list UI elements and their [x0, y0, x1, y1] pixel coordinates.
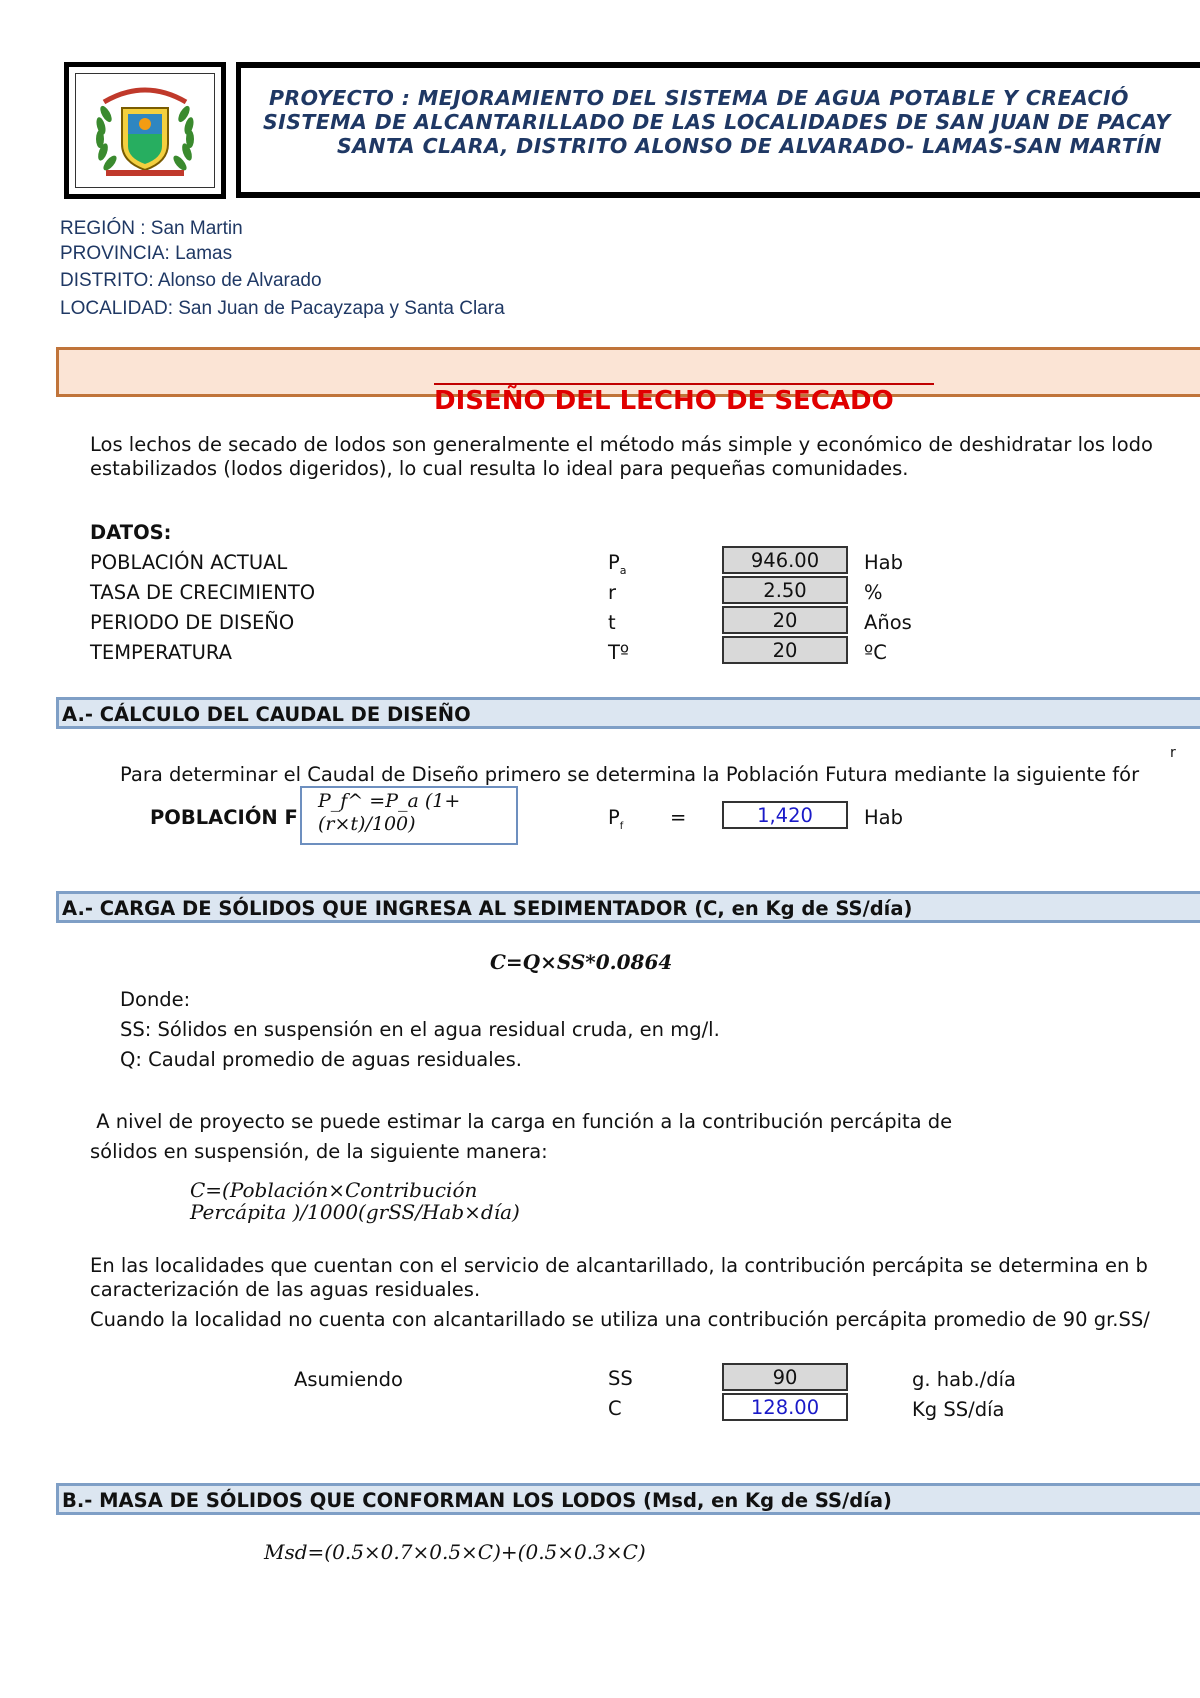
- localidad-label: LOCALIDAD: San Juan de Pacayzapa y Santa Clara: [60, 298, 505, 319]
- datos-value-periodo[interactable]: 20: [722, 606, 848, 634]
- datos-value-temperatura[interactable]: 20: [722, 636, 848, 664]
- datos-unit-tasa: %: [864, 581, 883, 604]
- datos-unit-temperatura: ºC: [864, 641, 887, 664]
- datos-value-tasa[interactable]: 2.50: [722, 576, 848, 604]
- pf-formula-line-1: P_f^ =P_a (1+: [318, 790, 461, 812]
- page-title: DISEÑO DEL LECHO DE SECADO: [434, 383, 934, 416]
- project-title-box: [236, 62, 1200, 198]
- project-title-line-2: SISTEMA DE ALCANTARILLADO DE LAS LOCALIDADES DE SAN JUAN DE PACAY: [263, 110, 1171, 134]
- poblacion-futura-formula: [300, 786, 518, 845]
- pf-formula-line-2: (r×t)/100): [318, 813, 416, 835]
- donde-label: Donde:: [120, 988, 191, 1011]
- datos-label-tasa: TASA DE CRECIMIENTO: [90, 581, 316, 604]
- section-header-masa: [56, 1483, 1200, 1515]
- carga-formula: C=Q×SS*0.0864: [490, 950, 673, 974]
- carga-formula2-line-1: C=(Población×Contribución: [190, 1178, 478, 1202]
- carga-formula2-line-2: Percápita )/1000(grSS/Hab×día): [190, 1200, 520, 1224]
- section-title-masa: B.- MASA DE SÓLIDOS QUE CONFORMAN LOS LODOS (Msd, en Kg de SS/día): [62, 1489, 892, 1512]
- ss-definition: SS: Sólidos en suspensión en el agua residual cruda, en mg/l.: [120, 1018, 720, 1041]
- logo-frame: [64, 62, 226, 199]
- c-value[interactable]: 128.00: [722, 1393, 848, 1421]
- pf-symbol: $P_f$: [608, 806, 624, 832]
- distrito-label: DISTRITO: Alonso de Alvarado: [60, 270, 322, 291]
- datos-symbol-pa: $P_a$: [608, 551, 627, 577]
- ss-symbol: SS: [608, 1367, 633, 1390]
- project-title-line-1: PROYECTO : MEJORAMIENTO DEL SISTEMA DE AGUA POTABLE Y CREACIÓ: [269, 86, 1129, 110]
- municipal-seal-logo: [75, 73, 215, 188]
- section-title-carga: A.- CARGA DE SÓLIDOS QUE INGRESA AL SEDIMENTADOR (C, en Kg de SS/día): [62, 897, 913, 920]
- carga-para2-line-2: caracterización de las aguas residuales.: [90, 1278, 481, 1301]
- datos-label-periodo: PERIODO DE DISEÑO: [90, 611, 295, 634]
- section-title-caudal: A.- CÁLCULO DEL CAUDAL DE DISEÑO: [62, 703, 471, 726]
- poblacion-futura-label: POBLACIÓN F: [150, 806, 298, 829]
- intro-line-1: Los lechos de secado de lodos son generalmente el método más simple y económico de deshidratar los lodo: [90, 433, 1153, 456]
- pf-equals: =: [670, 806, 687, 829]
- datos-unit-periodo: Años: [864, 611, 912, 634]
- section-header-caudal: [56, 697, 1200, 729]
- datos-symbol-t: t: [608, 611, 616, 634]
- c-unit: Kg SS/día: [912, 1398, 1005, 1421]
- section-header-carga: [56, 891, 1200, 923]
- provincia-label: PROVINCIA: Lamas: [60, 243, 233, 264]
- ss-unit: g. hab./día: [912, 1368, 1016, 1391]
- datos-label-poblacion: POBLACIÓN ACTUAL: [90, 551, 288, 574]
- asumiendo-label: Asumiendo: [294, 1368, 403, 1391]
- c-symbol: C: [608, 1397, 622, 1420]
- datos-value-poblacion[interactable]: 946.00: [722, 546, 848, 574]
- pf-value[interactable]: 1,420: [722, 801, 848, 829]
- carga-para1-line-1: A nivel de proyecto se puede estimar la carga en función a la contribución percápita de: [90, 1110, 953, 1133]
- carga-para1-line-2: sólidos en suspensión, de la siguiente manera:: [90, 1140, 548, 1163]
- datos-heading: DATOS:: [90, 521, 172, 544]
- carga-para2-line-1: En las localidades que cuentan con el servicio de alcantarillado, la contribución percápita se determina en b: [90, 1254, 1148, 1277]
- clipped-edge-char: r: [1170, 745, 1176, 761]
- region-label: REGIÓN : San Martin: [60, 218, 243, 239]
- datos-symbol-r: r: [608, 581, 617, 604]
- datos-label-temperatura: TEMPERATURA: [90, 641, 233, 664]
- datos-symbol-temp: Tº: [608, 641, 630, 664]
- q-definition: Q: Caudal promedio de aguas residuales.: [120, 1048, 522, 1071]
- pf-unit: Hab: [864, 806, 903, 829]
- project-title-line-3: SANTA CLARA, DISTRITO ALONSO DE ALVARADO- LAMAS-SAN MARTÍN: [337, 134, 1162, 158]
- msd-formula: Msd=(0.5×0.7×0.5×C)+(0.5×0.3×C): [264, 1540, 646, 1564]
- ss-value[interactable]: 90: [722, 1363, 848, 1391]
- caudal-intro-text: Para determinar el Caudal de Diseño primero se determina la Población Futura mediante la siguiente fór: [120, 763, 1140, 786]
- carga-para2-line-3: Cuando la localidad no cuenta con alcantarillado se utiliza una contribución percápita promedio de 90 gr.SS/: [90, 1308, 1150, 1331]
- datos-unit-poblacion: Hab: [864, 551, 903, 574]
- intro-line-2: estabilizados (lodos digeridos), lo cual resulta lo ideal para pequeñas comunidades.: [90, 457, 909, 480]
